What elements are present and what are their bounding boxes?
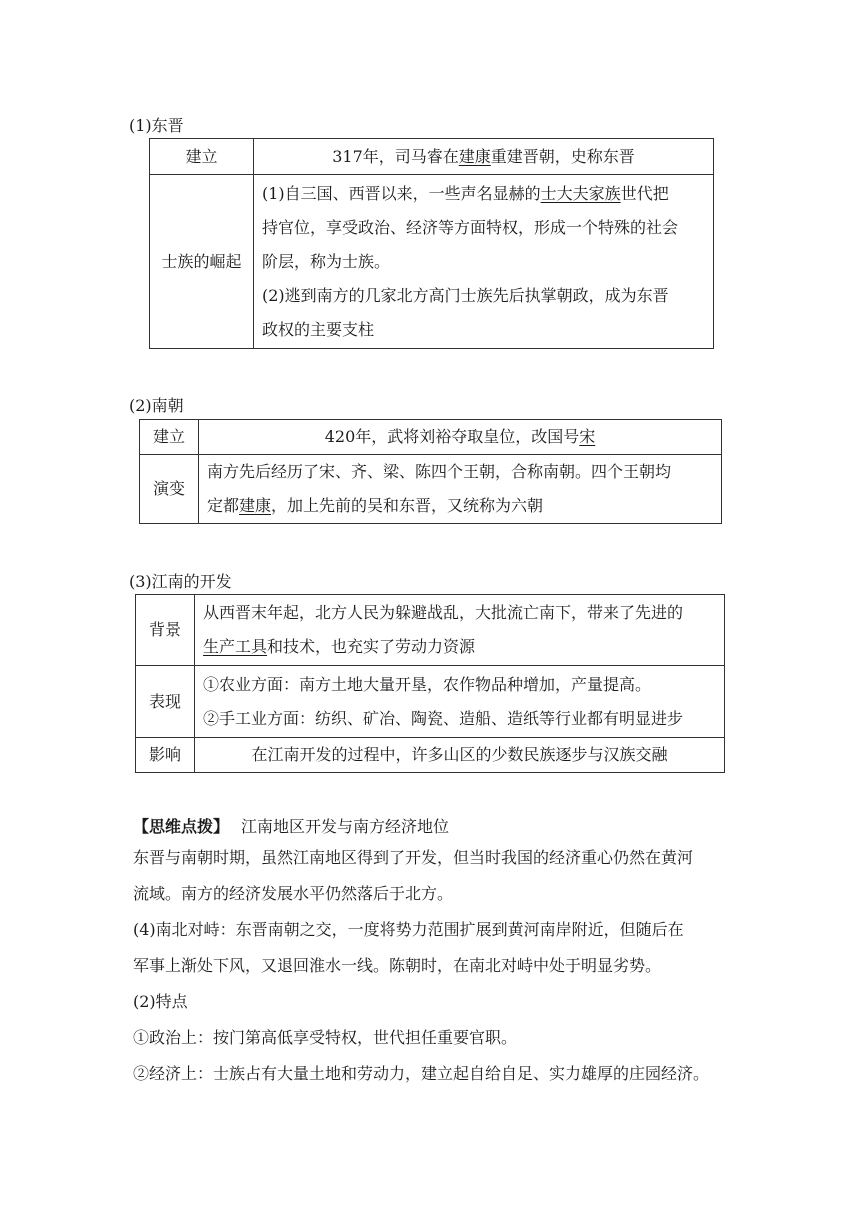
table-row	[136, 595, 725, 666]
text-segment: 世代把	[620, 183, 669, 203]
text-line: ②手工业方面：纺织、矿冶、陶瓷、造船、造纸等行业都有明显进步	[203, 708, 684, 728]
note-tag: 【思维点拨】	[133, 817, 230, 836]
row-label-background: 背景	[136, 595, 195, 666]
text-line: 阶层，称为士族。	[262, 251, 391, 271]
text-line: ①农业方面：南方土地大量开垦，农作物品种增加，产量提高。	[203, 674, 652, 694]
text-line: ②经济上：士族占有大量土地和劳动力，建立起自给自足、实力雄厚的庄园经济。	[133, 1064, 710, 1083]
jiangnan-development-table	[135, 594, 725, 773]
text-line: 政权的主要支柱	[262, 319, 375, 339]
table-row	[140, 420, 722, 455]
row-content-establish	[199, 420, 722, 455]
text-line: (2)逃到南方的几家北方高门士族先后执掌朝政，成为东晋	[262, 285, 669, 305]
text-line: (2)特点	[133, 992, 188, 1011]
underlined-term: 生产工具	[203, 637, 268, 656]
row-content-background	[195, 595, 725, 666]
text-segment: 和技术，也充实了劳动力资源	[267, 637, 476, 656]
row-content-impact: 在江南开发的过程中，许多山区的少数民族逐步与汉族交融	[195, 738, 725, 773]
table-row	[140, 455, 722, 524]
text-line: (4)南北对峙：东晋南朝之交，一度将势力范围扩展到黄河南岸附近，但随后在	[133, 920, 684, 939]
underlined-term: 士大夫家族	[540, 183, 621, 203]
text-segment: 定都	[207, 496, 240, 515]
text-segment: 317年，司马睿在	[332, 146, 459, 166]
table-row	[136, 666, 725, 738]
row-label-establish: 建立	[150, 139, 254, 175]
text-line: ①政治上：按门第高低享受特权，世代担任重要官职。	[133, 1028, 518, 1047]
row-label-establish: 建立	[140, 420, 199, 455]
section-1-heading: (1)东晋	[129, 116, 184, 135]
row-label-gentry-rise: 士族的崛起	[150, 175, 254, 349]
section-2-heading: (2)南朝	[129, 396, 184, 415]
row-label-manifestation: 表现	[136, 666, 195, 738]
table-row	[150, 175, 714, 349]
table-row	[136, 738, 725, 773]
row-content-manifestation	[195, 666, 725, 738]
note-heading	[133, 817, 449, 837]
text-line	[207, 489, 713, 523]
underlined-term: 建康	[239, 496, 272, 515]
text-line: 军事上渐处下风，又退回淮水一线。陈朝时，在南北对峙中处于明显劣势。	[133, 956, 662, 975]
text-line: 持官位，享受政治、经济等方面特权，形成一个特殊的社会	[262, 217, 679, 237]
text-segment: 重建晋朝，史称东晋	[490, 146, 635, 166]
southern-dynasties-table	[139, 419, 722, 524]
text-line: 东晋与南朝时期，虽然江南地区得到了开发，但当时我国的经济重心仍然在黄河	[133, 848, 694, 867]
underlined-term: 宋	[579, 427, 596, 446]
row-content-gentry-rise	[254, 175, 714, 349]
underlined-term: 建康	[458, 146, 491, 166]
table-row	[150, 139, 714, 175]
text-segment: 420年，武将刘裕夺取皇位，改国号	[324, 427, 580, 446]
row-content-establish	[254, 139, 714, 175]
text-line: 流域。南方的经济发展水平仍然落后于北方。	[133, 884, 454, 903]
text-line	[203, 630, 716, 664]
text-line: 从西晋末年起，北方人民为躲避战乱，大批流亡南下，带来了先进的	[203, 603, 684, 622]
row-label-impact: 影响	[136, 738, 195, 773]
text-segment: ，加上先前的吴和东晋，又统称为六朝	[271, 496, 544, 515]
text-line	[262, 177, 705, 211]
text-line: 南方先后经历了宋、齐、梁、陈四个王朝，合称南朝。四个王朝均	[207, 462, 672, 481]
section-3-heading: (3)江南的开发	[129, 572, 232, 591]
row-content-evolution	[199, 455, 722, 524]
row-label-evolution: 演变	[140, 455, 199, 524]
eastern-jin-table	[149, 138, 714, 349]
text-segment: (1)自三国、西晋以来，一些声名显赫的	[262, 183, 541, 203]
note-title: 江南地区开发与南方经济地位	[241, 817, 450, 836]
note-body	[133, 840, 729, 1092]
